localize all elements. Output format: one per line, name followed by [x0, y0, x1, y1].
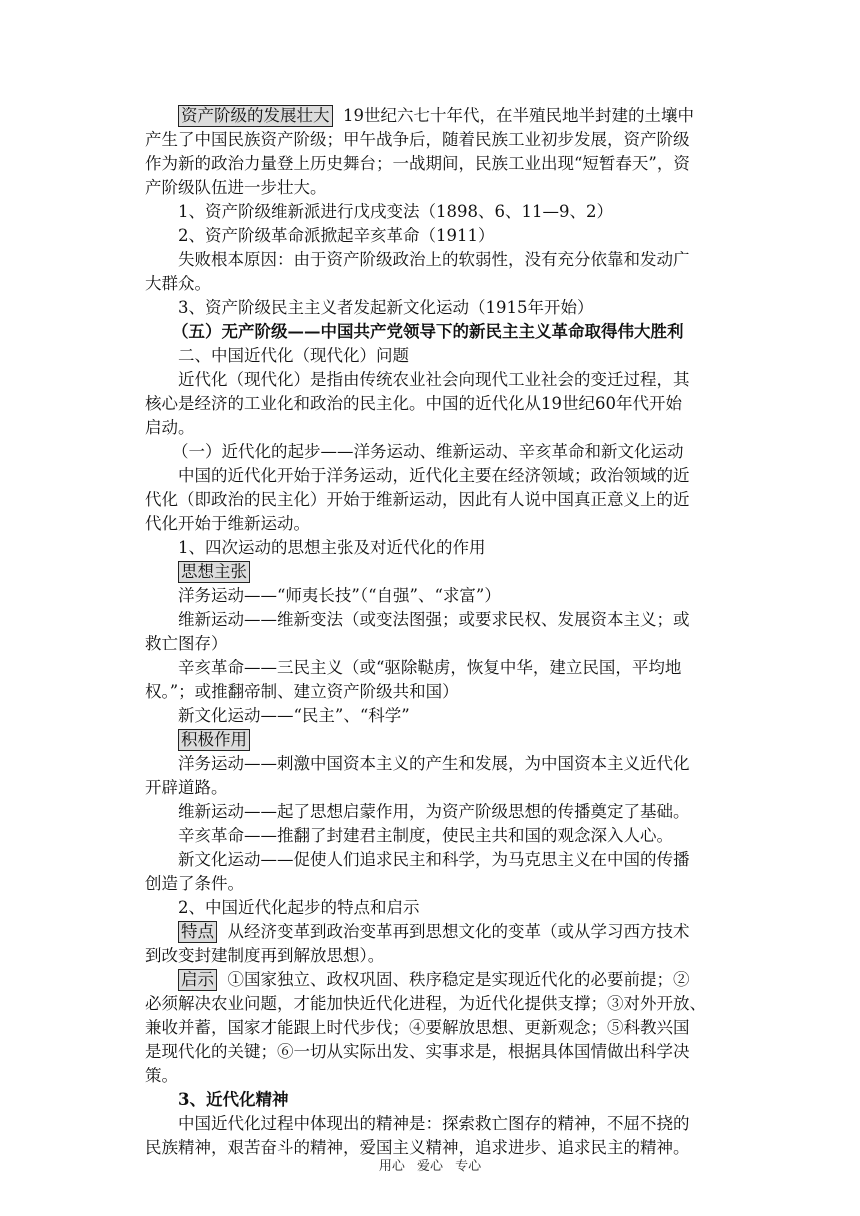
page-footer: 用心 爱心 专心 — [378, 1159, 482, 1174]
text-line: 新文化运动——“民主”、“科学” — [178, 706, 410, 725]
text-line: 维新运动——起了思想启蒙作用，为资产阶级思想的传播奠定了基础。 — [178, 802, 690, 821]
text-line: 失败根本原因：由于资产阶级政治上的软弱性，没有充分依靠和发动广 — [178, 250, 690, 269]
list-item: 1、资产阶级维新派进行戊戌变法（1898、6、11—9、2） — [178, 202, 613, 221]
text-line: 开辟道路。 — [145, 778, 228, 797]
text-line: 辛亥革命——推翻了封建君主制度，使民主共和国的观念深入人心。 — [178, 826, 673, 845]
heading-box-bourgeoisie-growth: 资产阶级的发展壮大 — [178, 105, 333, 127]
text-line: 代化开始于维新运动。 — [145, 514, 310, 533]
text-line: 产阶级队伍进一步壮大。 — [145, 178, 327, 197]
text-line: 洋务运动——刺激中国资本主义的产生和发展，为中国资本主义近代化 — [178, 754, 690, 773]
section-heading: （五）无产阶级——中国共产党领导下的新民主主义革命取得伟大胜利 — [172, 322, 684, 341]
paragraph-positive-effects — [178, 728, 250, 752]
text-line: 中国的近代化开始于洋务运动，近代化主要在经济领域；政治领域的近 — [178, 466, 690, 485]
section-heading: （一）近代化的起步——洋务运动、维新运动、辛亥革命和新文化运动 — [172, 442, 684, 461]
text-line: 大群众。 — [145, 274, 211, 293]
paragraph-bourgeoisie-growth — [178, 104, 694, 128]
paragraph-lessons — [178, 968, 690, 992]
list-item: 3、资产阶级民主主义者发起新文化运动（1915年开始） — [178, 298, 594, 317]
text-line: 维新运动——维新变法（或变法图强；或要求民权、发展资本主义；或 — [178, 610, 690, 629]
text-run: ①国家独立、政权巩固、秩序稳定是实现近代化的必要前提；② — [217, 970, 690, 989]
text-line: 代化（即政治的民主化）开始于维新运动，因此有人说中国真正意义上的近 — [145, 490, 690, 509]
section-heading: 二、中国近代化（现代化）问题 — [178, 346, 409, 365]
paragraph-thoughts — [178, 560, 250, 584]
text-line: 启动。 — [145, 418, 195, 437]
text-line: 核心是经济的工业化和政治的民主化。中国的近代化从19世纪60年代开始 — [145, 394, 682, 413]
text-line: 创造了条件。 — [145, 874, 244, 893]
text-line: 产生了中国民族资产阶级；甲午战争后，随着民族工业初步发展，资产阶级 — [145, 130, 690, 149]
text-line: 权。”；或推翻帝制、建立资产阶级共和国） — [145, 682, 459, 701]
heading-box-thoughts: 思想主张 — [178, 561, 250, 583]
text-line: 救亡图存） — [145, 634, 228, 653]
heading-box-positive-effects: 积极作用 — [178, 729, 250, 751]
text-line: 是现代化的关键；⑥一切从实际出发、实事求是，根据具体国情做出科学决 — [145, 1042, 690, 1061]
text-line: 近代化（现代化）是指由传统农业社会向现代工业社会的变迁过程，其 — [178, 370, 690, 389]
heading-box-lessons: 启示 — [178, 969, 217, 991]
list-item: 2、中国近代化起步的特点和启示 — [178, 898, 420, 917]
text-run: 19世纪六七十年代，在半殖民地半封建的土壤中 — [332, 106, 694, 125]
heading-box-features: 特点 — [178, 921, 217, 943]
text-line: 作为新的政治力量登上历史舞台；一战期间，民族工业出现“短暂春天”，资 — [145, 154, 690, 173]
list-item: 1、四次运动的思想主张及对近代化的作用 — [178, 538, 486, 557]
text-line: 民族精神，艰苦奋斗的精神，爱国主义精神，追求进步、追求民主的精神。 — [145, 1138, 690, 1157]
text-run: 从经济变革到政治变革再到思想文化的变革（或从学习西方技术 — [217, 922, 690, 941]
text-line: 新文化运动——促使人们追求民主和科学，为马克思主义在中国的传播 — [178, 850, 690, 869]
text-line: 到改变封建制度再到解放思想）。 — [145, 946, 385, 965]
paragraph-features — [178, 920, 690, 944]
section-heading: 3、近代化精神 — [178, 1090, 289, 1109]
text-line: 兼收并蓄，国家才能跟上时代步伐；④要解放思想、更新观念；⑤科教兴国 — [145, 1018, 690, 1037]
text-line: 洋务运动——“师夷长技”（“自强”、“求富”） — [178, 586, 501, 605]
text-line: 必须解决农业问题，才能加快近代化进程，为近代化提供支撑；③对外开放、 — [145, 994, 706, 1013]
text-line: 中国近代化过程中体现出的精神是：探索救亡图存的精神，不屈不挠的 — [178, 1114, 690, 1133]
text-line: 辛亥革命——三民主义（或“驱除鞑虏，恢复中华，建立民国，平均地 — [178, 658, 682, 677]
text-line: 策。 — [145, 1066, 178, 1085]
list-item: 2、资产阶级革命派掀起辛亥革命（1911） — [178, 226, 495, 245]
